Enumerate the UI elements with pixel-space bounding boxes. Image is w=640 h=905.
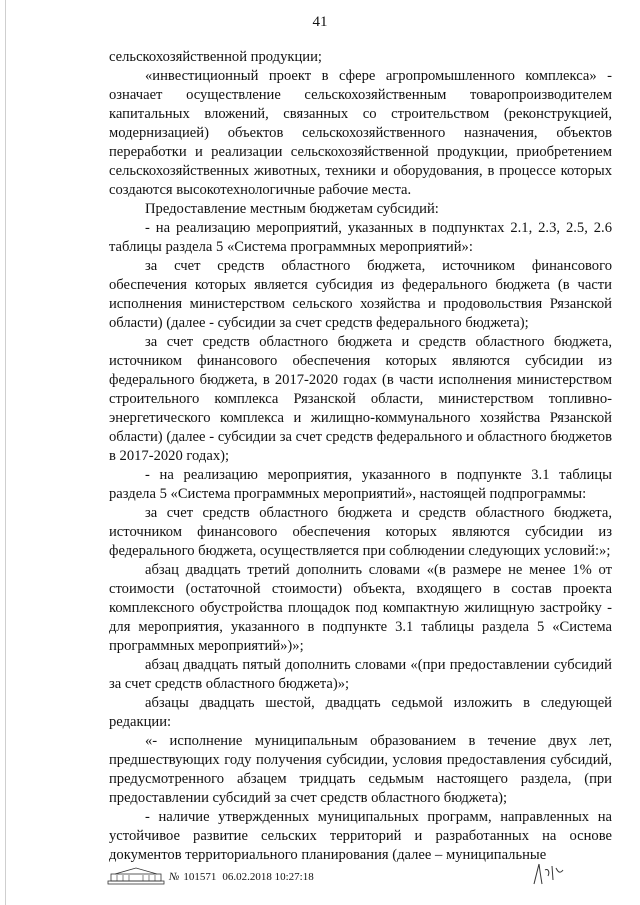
document-datetime: 06.02.2018 10:27:18 [222,871,314,883]
handwritten-signature [530,858,570,893]
paragraph: абзац двадцать третий дополнить словами «(в размере не менее 1% от стоимости (остаточной стоимости) объекта, входящего в состав проекта комплексного обустройства площадок под компактную жилищную застройку - для мероприятия, указанного в подпункте 3.1 таблицы раздела 5 «Система программных мероприятий»)»; [109,562,612,654]
page-number: 41 [312,14,328,30]
paragraph: «инвестиционный проект в сфере агропромышленного комплекса» - означает осуществление сельскохозяйственным товаропроизводителем капитальных вложений, связанных со строительством (реконструкцией, модернизацией) объектов сельскохозяйственного назначения, объектов переработки и реализации сельскохозяйственной продукции, приобретением сельскохозяйственных животных, техники и оборудования, в процессе которых создаются высокотехнологичные рабочие места. [109,68,612,198]
document-footer [107,866,314,888]
paragraph: сельскохозяйственной продукции; [109,49,322,65]
paragraph: за счет средств областного бюджета и средств областного бюджета, источником финансового обеспечения которых являются субсидии из федерального бюджета, осуществляется при соблюдении следующих условий:»; [109,505,612,559]
paragraph: абзацы двадцать шестой, двадцать седьмой изложить в следующей редакции: [109,695,612,730]
document-number: 101571 [183,871,217,883]
paragraph: за счет средств областного бюджета, источником финансового обеспечения которых является субсидия из федерального бюджета (в части исполнения министерством сельского хозяйства и продовольствия Рязанской области) (далее - субсидии за счет средств федерального бюджета); [109,258,612,331]
paragraph: «- исполнение муниципальным образованием в течение двух лет, предшествующих году получения субсидии, условия предоставления субсидий, предусмотренного абзацем тридцать седьмым настоящего раздела, (при предоставлении субсидий за счет средств областного бюджета); [109,733,612,806]
paragraph: - наличие утвержденных муниципальных программ, направленных на устойчивое развитие сельских территорий и разработанных на основе документов территориального планирования (далее – муниципальные [109,809,612,863]
registry-stamp-icon [107,866,165,889]
paragraph: за счет средств областного бюджета и средств областного бюджета, источником финансового обеспечения которых являются субсидии из федерального бюджета, в 2017-2020 годах (в части исполнения министерством строительного комплекса Рязанской области, министерством топливно-энергетического комплекса и жилищно-коммунального хозяйства Рязанской области) (далее - субсидии за счет средств федерального и областного бюджетов в 2017-2020 годах); [109,334,612,464]
paragraph: - на реализацию мероприятий, указанных в подпунктах 2.1, 2.3, 2.5, 2.6 таблицы раздела 5 «Система программных мероприятий»: [109,220,612,255]
scan-edge-line [5,0,6,905]
paragraph: абзац двадцать пятый дополнить словами «(при предоставлении субсидий за счет средств областного бюджета)»; [109,657,612,692]
paragraph: Предоставление местным бюджетам субсидий: [145,201,439,217]
number-sign: № [169,871,180,883]
document-body [109,48,612,865]
paragraph: - на реализацию мероприятия, указанного в подпункте 3.1 таблицы раздела 5 «Система программных мероприятий», настоящей подпрограммы: [109,467,612,502]
